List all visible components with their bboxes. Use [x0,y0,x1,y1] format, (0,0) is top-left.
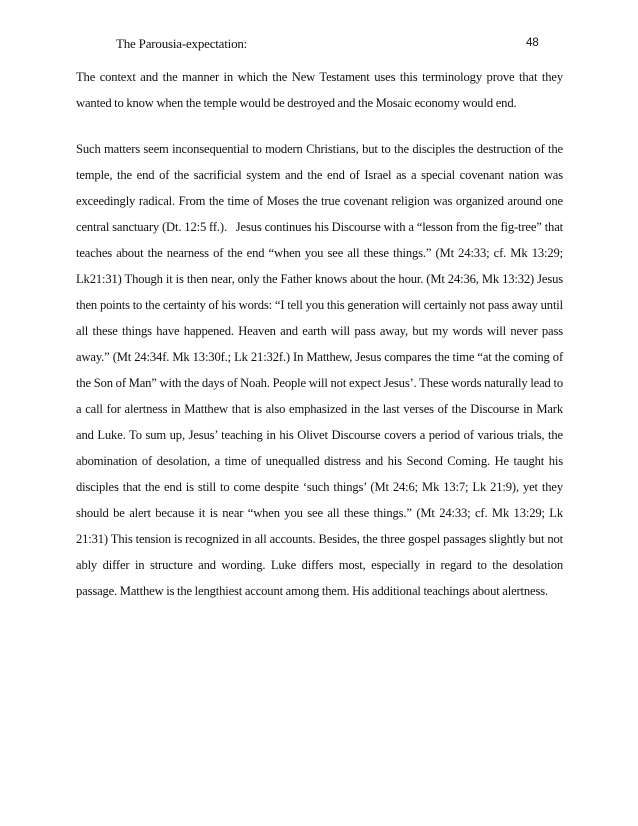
paragraph: Such matters seem inconsequential to modern Christians, but to the disciples the destruction of the temple, the end of the sacrificial system and the end of Israel as a special covenant nation was exceedingly radical. From the time of Moses the true covenant religion was organized around one central sanctuary (Dt. 12:5 ff.). Jesus continues his Discourse with a “lesson from the fig-tree” that teaches about the nearness of the end “when you see all these things.” (Mt 24:33; cf. Mk 13:29; Lk21:31) Though it is then near, only the Father knows about the hour. (Mt 24:36, Mk 13:32) Jesus then points to the certainty of his words: “I tell you this generation will certainly not pass away until all these things have happened. Heaven and earth will pass away, but my words will never pass away.” (Mt 24:34f. Mk 13:30f.; Lk 21:32f.) In Matthew, Jesus compares the time “at the coming of the Son of Man” with the days of Noah. People will not expect Jesus’. These words naturally lead to a call for alertness in Matthew that is also emphasized in the last verses of the Discourse in Mark and Luke. To sum up, Jesus’ teaching in his Olivet Discourse covers a period of various trials, the abomination of desolation, a time of unequalled distress and his Second Coming. He taught his disciples that the end is still to come despite ‘such things’ (Mt 24:6; Mk 13:7; Lk 21:9), yet they should be alert because it is near “when you see all these things.” (Mt 24:33; cf. Mk 13:29; Lk 21:31) This tension is recognized in all accounts. Besides, the three gospel passages slightly but not ably differ in structure and wording. Luke differs most, especially in regard to the desolation passage. Matthew is the lengthiest account among them. His additional teachings about alertness. [76,142,563,598]
paragraph: The context and the manner in which the New Testament uses this terminology prove that they wanted to know when the temple would be destroyed and the Mosaic economy would end. [76,70,563,110]
running-header-title: The Parousia-expectation: [116,36,248,51]
paragraph-1-block [76,64,563,116]
page-number: 48 [526,37,539,49]
paragraph-2-block [76,136,563,604]
